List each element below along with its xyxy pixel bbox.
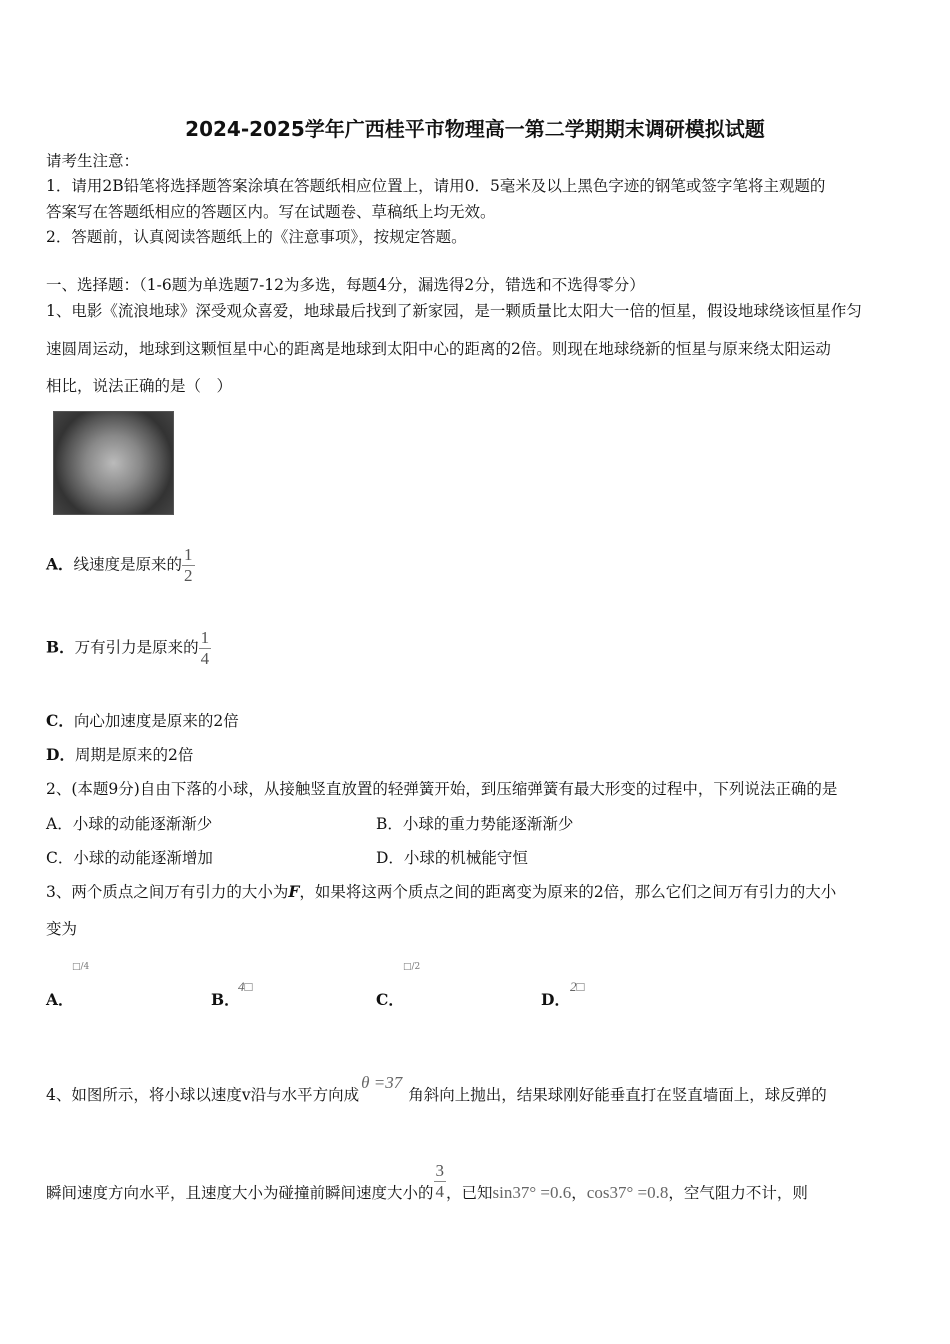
q3-option-a: A． [46, 990, 74, 1009]
q2-option-a: A．小球的动能逐渐渐少 [46, 815, 213, 833]
numerator: 1 [184, 545, 193, 564]
notice-heading: 请考生注意： [46, 152, 140, 170]
option-label: B． [46, 637, 75, 657]
q4-stem-1 [46, 1073, 827, 1105]
q3-option-d: D． [541, 990, 570, 1009]
q1-stem-2: 速圆周运动，地球到这颗恒星中心的距离是地球到太阳中心的距离的2倍。则现在地球绕新的恒星与原来绕太阳运动 [46, 340, 831, 358]
text: ，如果将这两个质点之间的距离变为原来的2倍，那么它们之间万有引力的大小 [299, 883, 837, 901]
option-label: A． [46, 554, 74, 574]
q2-stem: 2、(本题9分)自由下落的小球，从接触竖直放置的轻弹簧开始，到压缩弹簧有最大形变的过程中，下列说法正确的是 [46, 780, 838, 798]
text: 3、两个质点之间万有引力的大小为 [46, 883, 289, 901]
option-text: 周期是原来的2倍 [74, 746, 194, 764]
q2-option-d: D．小球的机械能守恒 [376, 849, 528, 867]
q1-option-a [46, 545, 195, 586]
q3-option-a-value: □/4 [72, 962, 90, 972]
fraction [199, 628, 212, 669]
q3-stem-2: 变为 [46, 920, 78, 938]
q3-option-c: C． [376, 990, 404, 1009]
q1-stem-3: 相比，说法正确的是（ ） [46, 377, 233, 395]
force-symbol: F [288, 882, 300, 901]
fraction [434, 1161, 447, 1202]
star-image [53, 411, 174, 515]
denominator: 2 [184, 566, 193, 585]
denominator: 4 [435, 1182, 445, 1201]
q3-option-c-value: □/2 [403, 962, 421, 972]
q3-option-d-value: 2□ [570, 979, 585, 994]
option-label: D． [46, 745, 75, 764]
fraction [182, 545, 195, 586]
denominator: 4 [200, 649, 210, 668]
text: 瞬间速度方向水平，且速度大小为碰撞前瞬间速度大小的 [46, 1183, 434, 1202]
q3-option-b-value: 4□ [238, 979, 253, 994]
q1-stem-1: 1、电影《流浪地球》深受观众喜爱，地球最后找到了新家园，是一颗质量比太阳大一倍的恒星，假设地球绕该恒星作匀 [46, 302, 862, 320]
page-title: 2024-2025学年广西桂平市物理高一第二学期期末调研模拟试题 [185, 117, 765, 141]
angle-expression: θ =37 [361, 1073, 403, 1092]
section-heading: 一、选择题：（1-6题为单选题7-12为多选，每题4分，漏选得2分，错选和不选得零分） [46, 276, 645, 294]
q4-stem-2 [46, 1161, 808, 1202]
q1-option-d [46, 745, 193, 765]
option-text: 万有引力是原来的 [74, 638, 199, 657]
text: 4、如图所示，将小球以速度v沿与水平方向成 [46, 1086, 360, 1104]
numerator: 1 [200, 628, 210, 647]
notice-item-1: 1．请用2B铅笔将选择题答案涂填在答题纸相应位置上，请用0．5毫米及以上黑色字迹的钢笔或签字笔将主观题的 [46, 177, 826, 195]
q1-option-c [46, 711, 239, 731]
option-text: 向心加速度是原来的2倍 [73, 712, 239, 730]
q1-option-b [46, 628, 211, 669]
q2-option-b: B．小球的重力势能逐渐渐少 [376, 815, 574, 833]
notice-item-1-cont: 答案写在答题纸相应的答题区内。写在试题卷、草稿纸上均无效。 [46, 203, 496, 221]
option-label: C． [46, 711, 74, 730]
notice-item-2: 2．答题前，认真阅读答题纸上的《注意事项》，按规定答题。 [46, 228, 467, 246]
q3-stem-1 [46, 882, 836, 902]
text: ，空气阻力不计，则 [668, 1183, 808, 1202]
q3-option-b: B． [211, 990, 240, 1009]
option-text: 线速度是原来的 [73, 555, 183, 574]
text: ， [571, 1183, 587, 1202]
text: ，已知 [446, 1183, 493, 1202]
sin-value: sin37° =0.6 [492, 1182, 572, 1202]
q2-option-c: C．小球的动能逐渐增加 [46, 849, 213, 867]
text: 角斜向上抛出，结果球刚好能垂直打在竖直墙面上，球反弹的 [408, 1086, 827, 1104]
numerator: 3 [435, 1161, 445, 1180]
cos-value: cos37° =0.8 [586, 1182, 669, 1202]
